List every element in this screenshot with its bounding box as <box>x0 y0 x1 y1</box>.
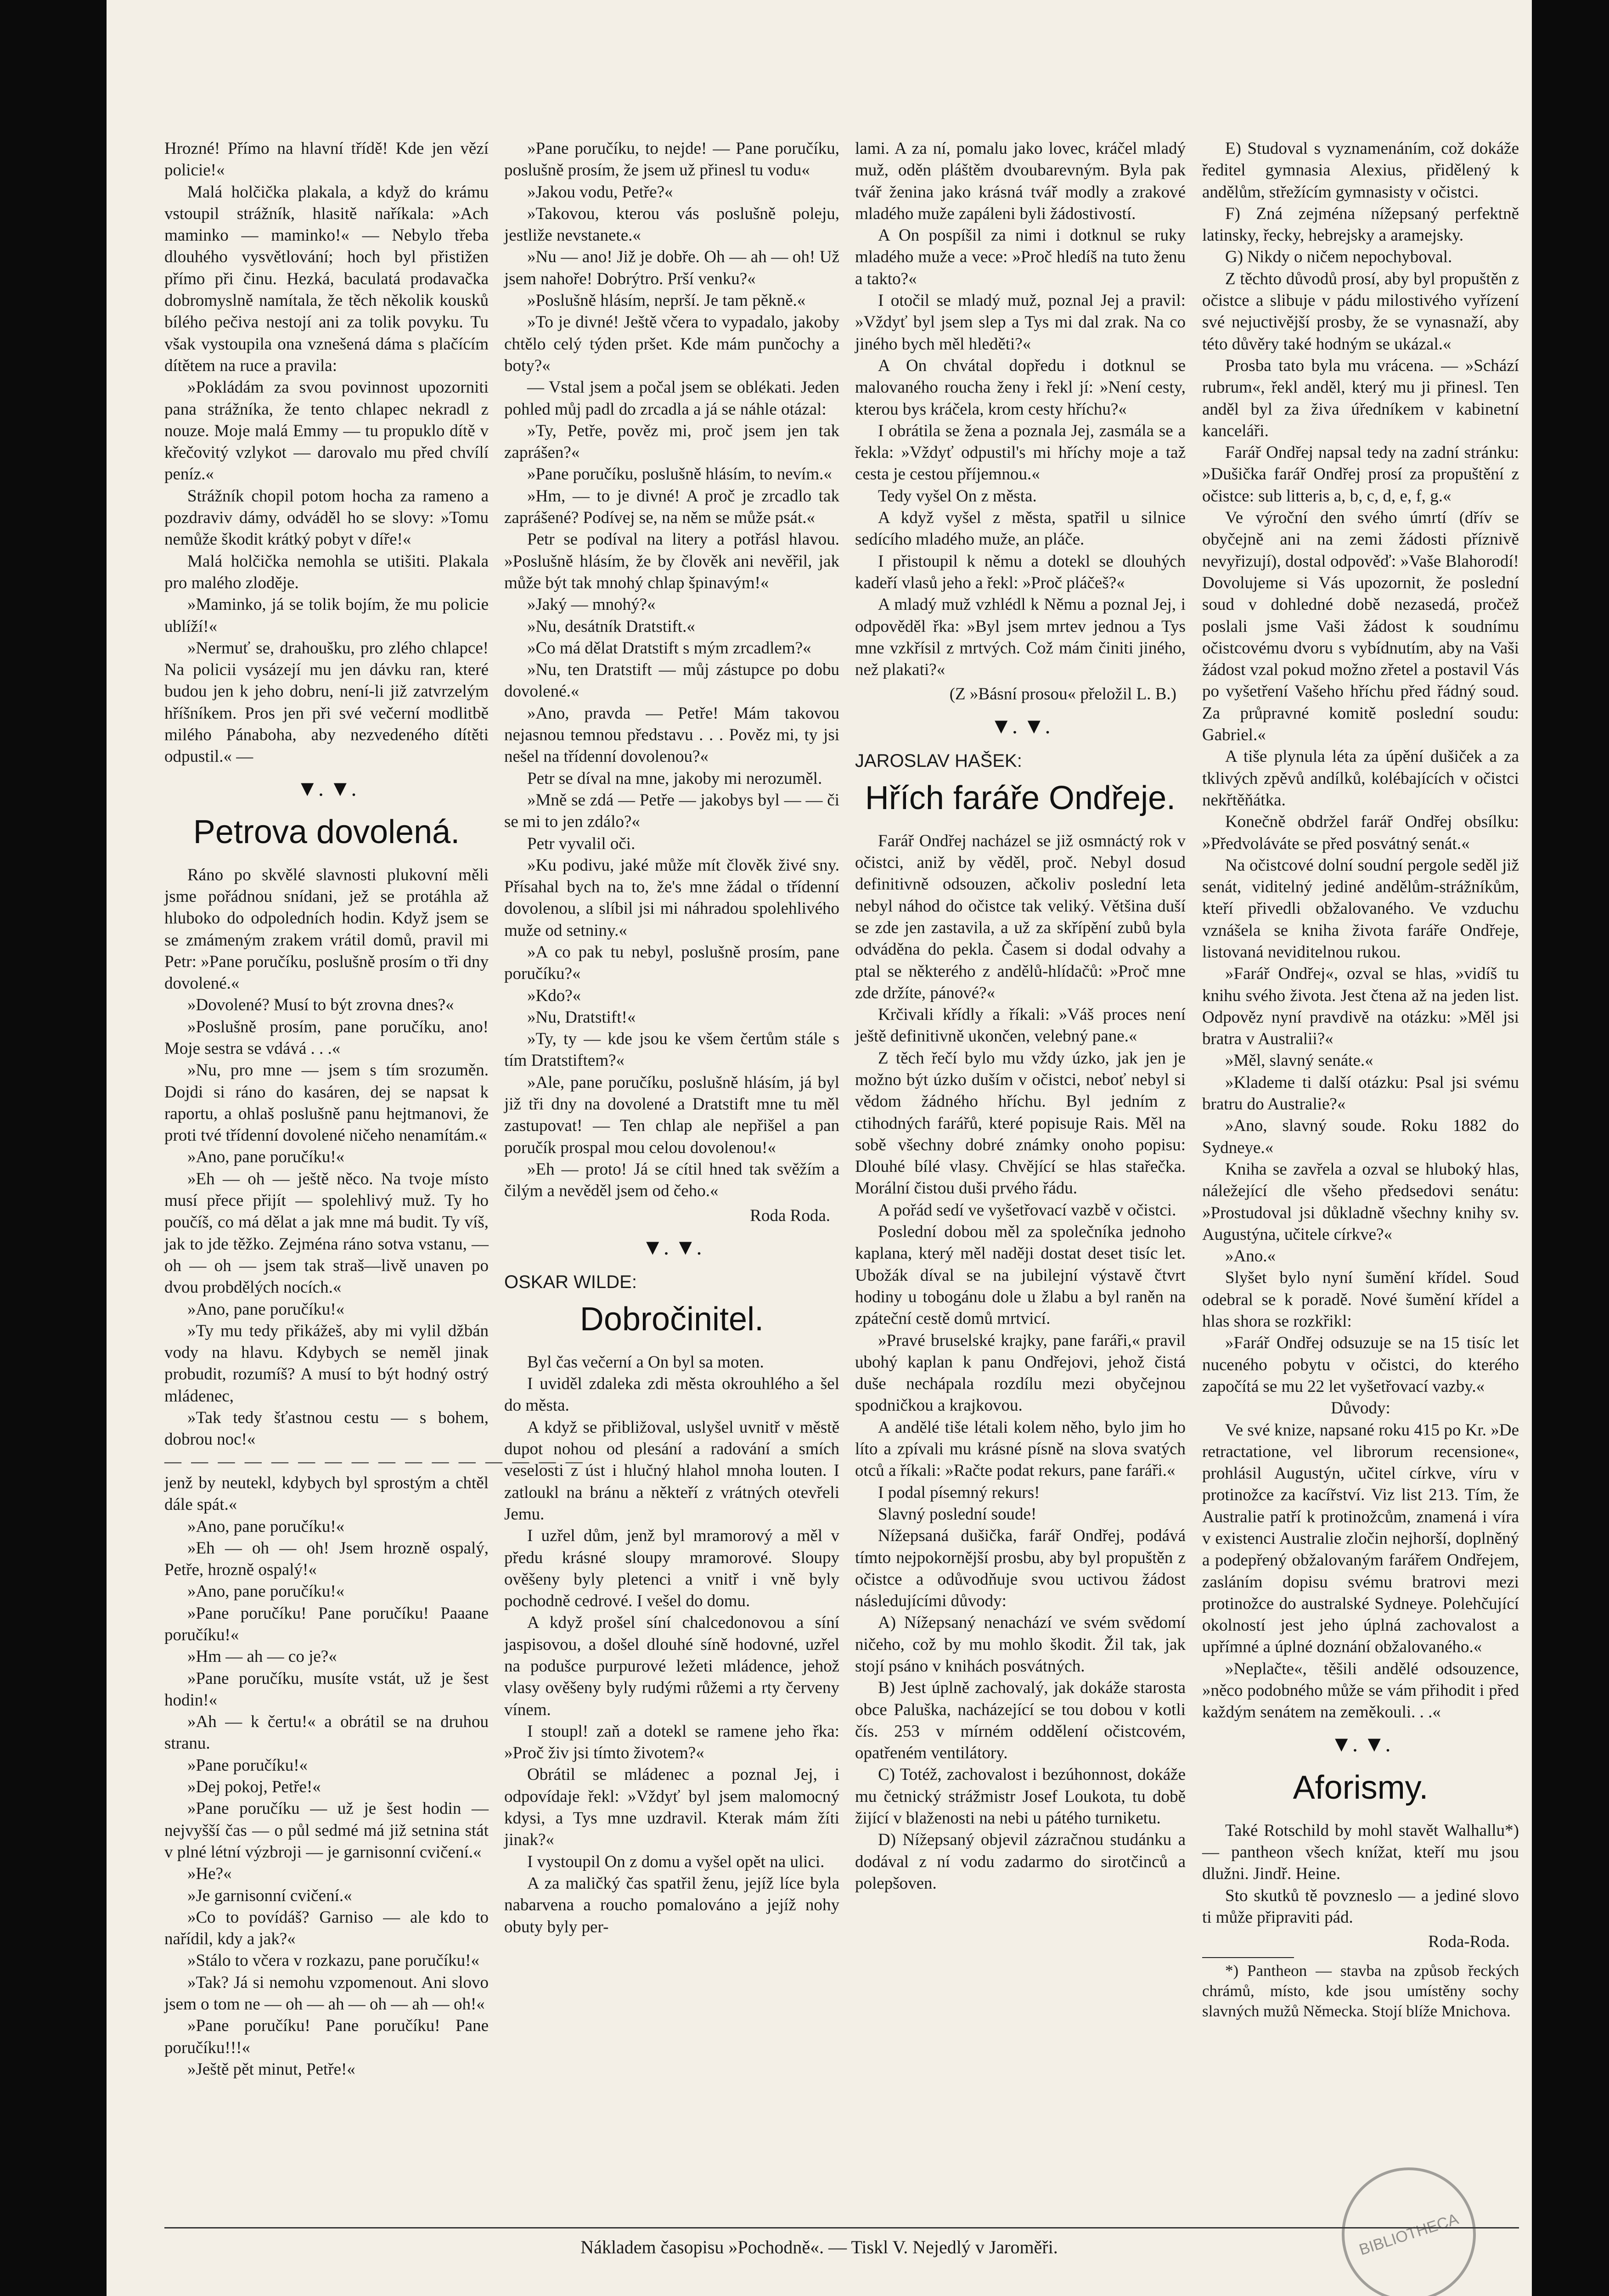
article-title-hrich-farare-ondreje: Hřích faráře Ondřeje. <box>865 779 1176 816</box>
paragraph: Poslední dobou měl za společníka jednoho kaplana, který měl naději dostat deset tisíc let. Ubožák díval se na jubilejní výstavě čtvrt hodiny u tobogánu dole u žlabu a byl raněn na zpáteční cestě domů mrtvicí. <box>855 1222 1186 1328</box>
paragraph: »Nu, Dratstift!« <box>527 1007 636 1027</box>
paragraph: »Pane poručíku — už je šest hodin — nejvyšší čas — o půl sedmé má již setnina stát v plné létní výzbroji — je garnisonní cvičení.« <box>164 1799 489 1862</box>
paragraph: Konečně obdržel farář Ondřej obsílku: »Předvoláváte se před posvátný senát.« <box>1202 812 1519 853</box>
paragraph: »Ty, ty — kde jsou ke všem čertům stále s tím Dratstiftem?« <box>504 1030 839 1070</box>
paragraph: A On pospíšil za nimi i dotknul se ruky mladého muže a vece: »Proč hledíš na tuto ženu a takto?« <box>855 226 1186 288</box>
paragraph: I stoupl! zaň a dotekl se ramene jeho řka: »Proč živ jsi tímto životem?« <box>504 1722 839 1763</box>
paragraph: E) Studoval s vyznamenáním, což dokáže ředitel gymnasia Alexius, přidělený k andělům, střežícím gymnasisty v očistci. <box>1202 139 1519 202</box>
column-4 <box>1202 138 1519 2021</box>
author-signature: Roda Roda. <box>750 1206 830 1225</box>
paragraph: A tiše plynula léta za úpění dušiček a za tklivých zpěvů andílků, kolébajících v očistci nekřtěňátka. <box>1202 747 1519 810</box>
paragraph: »Dovolené? Musí to být zrovna dnes?« <box>187 996 454 1015</box>
paragraph: I obrátila se žena a poznala Jej, zasmála se a řekla: »Vždyť odpustil's mi hříchy moje a taž cesta je cestou příjemnou.« <box>855 421 1186 484</box>
paragraph: Strážník chopil potom hocha za rameno a pozdraviv dámy, odváděl ho se slovy: »Tomu nemůže škodit krátký pobyt v díře!« <box>164 486 489 549</box>
paragraph: Krčivali křídly a říkali: »Váš proces není ještě definitivně ukončen, velebný pane.« <box>855 1005 1186 1046</box>
paragraph: Ve výroční den svého úmrtí (dřív se obyčejně ani na zemi žádosti příznivě nevyřizují), dostal odpověď: »Vaše Blahorodí! Dovolujeme si Vás upozornit, že poslední soud v dohledné době nezasedá, pročež poslali jsme Vaši žádost k soudnímu očistcovému dvoru s vybídnutím, aby na Vaši žádost vzal pokud možno zřetel a postavil Vás po vyšetření Vašeho hříchu před řádný soud. Za průpravné komitě poslední soudu: Gabriel.« <box>1202 508 1519 745</box>
paragraph: »Ano, slavný soude. Roku 1882 do Sydneye.« <box>1202 1116 1519 1157</box>
paragraph: »Co to povídáš? Garniso — ale kdo to nařídil, kdy a jak?« <box>164 1908 489 1949</box>
paragraph: »Ještě pět minut, Petře!« <box>187 2060 355 2079</box>
paragraph: »Dej pokoj, Petře!« <box>187 1778 321 1797</box>
paragraph: »Ty, Petře, pověz mi, proč jsem jen tak zaprášen?« <box>504 421 839 462</box>
paragraph: Prosba tato byla mu vrácena. — »Schází rubrum«, řekl anděl, který mu ji přinesl. Ten anděl byl za živa úředníkem v kabinetní kanceláři. <box>1202 356 1519 440</box>
section-ornament: ▼. ▼. <box>990 714 1051 738</box>
paragraph: C) Totéž, zachovalost i bezúhonnost, dokáže mu četnický strážmistr Josef Loukota, tu době žijící v blaženosti na nebi u pátého turniketu. <box>855 1765 1186 1828</box>
paragraph: »Tak tedy šťastnou cestu — s bohem, dobrou noc!« <box>164 1408 489 1449</box>
paragraph: »Ku podivu, jaké může mít člověk živé sny. Přísahal bych na to, že's mne žádal o třídenní dovolenou, a slíbil jsi mi náhradou spolehlivého muže od setniny.« <box>504 855 839 940</box>
newspaper-page <box>107 0 1532 2296</box>
paragraph: D) Nížepsaný objevil zázračnou studánku a dodával z ní vodu zadarmo do sirotčinců a polepšoven. <box>855 1830 1186 1893</box>
footer-rule <box>164 2227 1519 2228</box>
paragraph: »Pravé bruselské krajky, pane faráři,« pravil ubohý kaplan k panu Ondřejovi, jehož čistá duše nechápala rozdílu mezi obyčejnou spodničkou a krajkovou. <box>855 1331 1186 1415</box>
column-3 <box>855 138 1186 1894</box>
paragraph: »Eh — oh — oh! Jsem hrozně ospalý, Petře, hrozně ospalý!« <box>164 1538 489 1580</box>
paragraph: »Poslušně prosím, pane poručíku, ano! Moje sestra se vdává . . .« <box>164 1017 489 1058</box>
paragraph: Obrátil se mládenec a poznal Jej, i odpovídaje řekl: »Vždyť byl jsem malomocný kdysi, a Tys mne uzdravil. Kterak mám žíti jinak?« <box>504 1765 839 1850</box>
paragraph: »Jakou vodu, Petře?« <box>527 182 673 202</box>
paragraph: »Klademe ti další otázku: Psal jsi svému bratru do Australie?« <box>1202 1073 1519 1114</box>
paragraph: Farář Ondřej napsal tedy na zadní stránku: »Dušička farář Ondřej prosí za propuštění z očistce: sub litteris a, b, c, d, e, f, g.« <box>1202 443 1519 506</box>
paragraph: »Hm — ah — co je?« <box>187 1647 337 1666</box>
paragraph: »Pane poručíku! Pane poručíku! Paaane poručíku!« <box>164 1604 489 1644</box>
paragraph: »Pane poručíku, to nejde! — Pane poručíku, poslušně prosím, že jsem už přinesl tu vodu« <box>504 139 839 180</box>
article-author: OSKAR WILDE: <box>504 1272 637 1292</box>
column-2 <box>504 138 839 1938</box>
paragraph: »Nermuť se, drahoušku, pro zlého chlapce! Na policii vysázejí mu jen dávku ran, které budou jen k jeho dobru, není-li již zatvrzelým hříšníkem. Pros jen při své večerní modlitbě milého Pánaboha, aby nezvedeného dítěti odpustil.« — <box>164 638 489 766</box>
paragraph: Byl čas večerní a On byl sa moten. <box>527 1352 764 1372</box>
paragraph: Farář Ondřej nacházel se již osmnáctý rok v očistci, aniž by věděl, proč. Nebyl dosud definitivně odsouzen, ačkoliv poslední leta nebyl náhod do očistce tak veliký. Většina duší se zde jen zastavila, a už za skřípění zubů byla odváděna do pekla. Časem si dodal odvahy a ptal se některého z andělů-hlídačů: »Proč mne zde držíte, pánové?« <box>855 831 1186 1002</box>
paragraph: Slavný poslední soude! <box>878 1504 1037 1524</box>
paragraph: »Ano, pane poručíku!« <box>187 1582 345 1601</box>
paragraph: Petr se díval na mne, jakoby mi nerozuměl. <box>527 769 822 788</box>
imprint-footer: Nákladem časopisu »Pochodně«. — Tiskl V. Nejedlý v Jaroměři. <box>580 2237 1058 2257</box>
paragraph: »Měl, slavný senáte.« <box>1225 1051 1373 1070</box>
paragraph: I otočil se mladý muž, poznal Jej a pravil: »Vždyť byl jsem slep a Tys mi dal zrak. Na co jiného bych měl hleděti?« <box>855 291 1186 354</box>
paragraph: »Tak? Já si nemohu vzpomenout. Ani slovo jsem o tom ne — oh — ah — oh — ah — oh!« <box>164 1973 489 2014</box>
paragraph: Kniha se zavřela a ozval se hluboký hlas, náležející dle všeho předsedovi senátu: »Prostudoval jsi důkladně všechny knihy sv. Augustýna, učitele církve?« <box>1202 1159 1519 1244</box>
section-ornament: ▼. ▼. <box>641 1235 702 1260</box>
paragraph: A když vyšel z města, spatřil u silnice sedícího mladého muže, an pláče. <box>855 508 1186 549</box>
footnote: *) Pantheon — stavba na způsob řeckých chrámů, místo, kde jsou umístěny sochy slavných mužů Německa. Stojí blíže Mnichova. <box>1202 1962 1519 2020</box>
article-author: JAROSLAV HAŠEK: <box>855 750 1022 771</box>
paragraph: G) Nikdy o ničem nepochyboval. <box>1225 248 1452 267</box>
paragraph: »Pane poručíku!« <box>187 1756 308 1775</box>
paragraph: I přistoupil k němu a dotekl se dlouhých kadeří vlasů jeho a řekl: »Proč pláčeš?« <box>855 551 1186 592</box>
paragraph: »Pane poručíku! Pane poručíku! Pane poručíku!!!« <box>164 2016 489 2057</box>
paragraph: »Ty mu tedy přikážeš, aby mi vylil džbán vody na hlavu. Kdybych se neměl jinak probudit, rozumíš? A musí to být hodný ostrý mládenec, <box>164 1321 489 1406</box>
paragraph: »Farář Ondřej«, ozval se hlas, »vidíš tu knihu svého života. Jest čtena až na jeden list. Odpověz nyní pravdivě na otázku: »Měl jsi bratra v Australii?« <box>1202 964 1519 1049</box>
paragraph: I vystoupil On z domu a vyšel opět na ulici. <box>527 1852 825 1871</box>
paragraph: A za maličký čas spatřil ženu, jejíž líce byla nabarvena a roucho pomalováno a jejíž nohy obuty byly per- <box>504 1874 839 1936</box>
paragraph: jenž by neutekl, kdybych byl sprostým a chtěl dále spát.« <box>164 1473 489 1514</box>
dashed-separator: — — — — — — — — — — — — — — — — <box>164 1452 585 1471</box>
paragraph: »Hm, — to je divné! A proč je zrcadlo tak zaprášené? Podívej se, na něm se může psát.« <box>504 486 839 528</box>
paragraph: »Nu, desátník Dratstift.« <box>527 617 695 636</box>
paragraph: Na očistcové dolní soudní pergole seděl již senát, viditelný jediné andělům-strážníkům, kteří přivedli obžalovaného. Ve vzduchu vznášela se kniha života faráře Ondřeje, listovaná neviditelnou rukou. <box>1202 855 1519 962</box>
paragraph: »Jaký — mnohý?« <box>527 595 656 614</box>
paragraph: F) Zná zejména nížepsaný perfektně latinsky, řecky, hebrejsky a aramejsky. <box>1202 204 1519 245</box>
paragraph: »Nu — ano! Již je dobře. Oh — ah — oh! Už jsem nahoře! Dobrýtro. Prší venku?« <box>504 248 839 288</box>
paragraph: »To je divné! Ještě včera to vypadalo, jakoby chtělo celý týden pršet. Kde mám punčochy a boty?« <box>504 313 839 375</box>
paragraph: »Stálo to včera v rozkazu, pane poručíku!« <box>187 1951 479 1970</box>
paragraph: Z těch řečí bylo mu vždy úzko, jak jen je možno být úzko duším v očistci, neboť nebyl si vědom žádného hříchu. Byl jedním z ctihodných farářů, které popisuje Rais. Měl na sobě všechny dobré známky onoho popisu: Dlouhé bílé vlasy. Chvějící se hlas stařečka. Morální čistou duši prvého řádu. <box>855 1048 1186 1198</box>
paragraph: Ve své knize, napsané roku 415 po Kr. »De retractatione, vel librorum recensione«, prohlásil Augustýn, učitel církve, víru v protinožce za kacířství. Viz list 213. Tím, že Australie patří k protinožcům, znamená i víra v existenci Australie zločin nejhorší, doplněný a podepřený obžalovaným farářem Ondřejem, zasláním dopisu svému bratrovi mezi protinožce do australské Sydneye. Polehčující okolností jest jeho úplná zachovalost a upřímné a úplné doznání obžalovaného.« <box>1202 1420 1519 1657</box>
paragraph: »He?« <box>187 1864 232 1884</box>
paragraph: Ráno po skvělé slavnosti plukovní měli jsme pořádnou snídani, jež se protáhla až hluboko do odpoledních hodin. Když jsem se se zmámeným zrakem vrátil domů, pravil mi Petr: »Pane poručíku, poslušně prosím o tři dny dovolené.« <box>164 865 489 993</box>
author-signature: Roda-Roda. <box>1428 1932 1510 1952</box>
paragraph: A když prošel síní chalcedonovou a síní jaspisovou, a došel dlouhé síně hodovné, uzřel na podušce purpurové ležeti mládence, jehož vlasy ověšeny byly rudými růžemi a rty červeny vínem. <box>504 1613 839 1719</box>
paragraph: »Co má dělat Dratstift s mým zrcadlem?« <box>527 638 811 658</box>
paragraph: B) Jest úplně zachovalý, jak dokáže starosta obce Paluška, nacházející se tou dobou v kotli čís. 253 v mírném oddělení očistcovém, opatřeném ventilátory. <box>855 1678 1186 1763</box>
paragraph: — Vstal jsem a počal jsem se oblékati. Jeden pohled můj padl do zrcadla a já se náhle otázal: <box>504 378 839 419</box>
paragraph: »Pane poručíku, poslušně hlásím, to nevím.« <box>527 465 832 484</box>
paragraph: lami. A za ní, pomalu jako lovec, kráčel mladý muž, oděn pláštěm dvoubarevným. Byla pak tvář ženina jako krásná tvář modly a zrakové mladého muže zapáleni byli žádostivostí. <box>855 139 1186 223</box>
paragraph: »Poslušně hlásím, neprší. Je tam pěkně.« <box>527 291 806 310</box>
paragraph: »A co pak tu nebyl, poslušně prosím, pane poručíku?« <box>504 942 839 984</box>
paragraph: »Ano.« <box>1225 1247 1276 1266</box>
paragraph: »Eh — proto! Já se cítil hned tak svěžím a čilým a nevěděl jsem od čeho.« <box>504 1159 839 1201</box>
paragraph: »Ano, pane poručíku!« <box>187 1148 345 1167</box>
paragraph: I uzřel dům, jenž byl mramorový a měl v předu krásné sloupy mramorové. Sloupy ověšeny byly pletenci a vnitř i vně byly pochodně cedrové. I vešel do domu. <box>504 1526 839 1611</box>
paragraph: »Pane poručíku, musíte vstát, už je šest hodin!« <box>164 1669 489 1710</box>
paragraph: »Pokládám za svou povinnost upozorniti pana strážníka, že tento chlapec nekradl z nouze. Moje malá Emmy — tu propuklo dítě v křečovitý vzlykot — darovalo mu před chvílí peníz.« <box>164 378 489 484</box>
paragraph: Malá holčička plakala, a když do krámu vstoupil strážník, hlasitě naříkala: »Ach maminko — maminko!« — Nebylo třeba dlouhého vysvětlování; hoch byl přistižen přímo při činu. Hezká, baculatá prodavačka dobromyslně namítala, že těch několik kousků bílého pečiva nestojí ani za tolik povyku. Tu však vystoupila ona vznešená dáma s plačícím dítětem na ruce a pravila: <box>164 182 489 375</box>
section-ornament: ▼. ▼. <box>1330 1732 1391 1756</box>
paragraph: »Ale, pane poručíku, poslušně hlásím, já byl již tři dny na dovolené a Dratstift mne tu měl zastupovat! — Ten chlap ale nepřišel a pan poručík prospal mou celou dovolenou!« <box>504 1073 839 1157</box>
paragraph: »Neplačte«, těšili andělé odsouzence, »něco podobného může se vám přihodit i před každým senátem na zeměkouli. . .« <box>1202 1659 1519 1722</box>
paragraph: »Takovou, kterou vás poslušně poleju, jestliže nevstanete.« <box>504 204 839 245</box>
paragraph: »Nu, pro mne — jsem s tím srozuměn. Dojdi si ráno do kasáren, dej se napsat k raportu, a ohlaš poslušně panu hejtmanovi, že proti tvé třídenní dovolené ničeho nenamítám.« <box>164 1061 489 1145</box>
paragraph: »Kdo?« <box>527 986 581 1005</box>
paragraph: A pořád sedí ve vyšetřovací vazbě v očistci. <box>878 1200 1176 1220</box>
article-title-dobrocinitel: Dobročinitel. <box>579 1300 764 1338</box>
subheading-duvody: Důvody: <box>1331 1399 1390 1418</box>
paragraph: »Mně se zdá — Petře — jakobys byl — — či se mi to jen zdálo?« <box>504 790 839 832</box>
article-title-aforismy: Aforismy. <box>1293 1769 1429 1806</box>
paragraph: I uviděl zdaleka zdi města okrouhlého a šel do města. <box>504 1374 839 1415</box>
paragraph: Petr vyvalil oči. <box>527 834 636 853</box>
paragraph: Z těchto důvodů prosí, aby byl propuštěn z očistce a slibuje v pádu milostivého vyřízení své nejuctivější prosby, že se vynasnaží, aby této důvěry také hodným se ukázal.« <box>1202 269 1519 354</box>
paragraph: »Ano, pane poručíku!« <box>187 1300 345 1319</box>
stamp-text: BIBLIOTHECA <box>1357 2210 1461 2259</box>
paragraph: »Eh — oh — ještě něco. Na tvoje místo musí přece přijít — spolehlivý muž. Ty ho poučíš, co má dělat a jak mne má budit. Ty víš, jak to jde těžko. Zejména ráno sotva vstanu, — oh — oh — jsem tak straš—livě unaven po dvou probdělých nocích.« <box>164 1169 489 1297</box>
paragraph: Petr se podíval na litery a potřásl hlavou. »Poslušně hlásím, že by člověk ani nevěřil, jak může být tak mnohý chlap špinavým!« <box>504 530 839 592</box>
paragraph: »Ah — k čertu!« a obrátil se na druhou stranu. <box>164 1712 489 1753</box>
paragraph: Také Rotschild by mohl stavět Walhallu*) — pantheon všech knížat, kteří mu jsou dlužni. Jindř. Heine. <box>1202 1821 1519 1884</box>
paragraph: »Je garnisonní cvičení.« <box>187 1886 352 1905</box>
paragraph: Hrozné! Přímo na hlavní třídě! Kde jen vězí policie!« <box>164 139 489 180</box>
paragraph: Nížepsaná dušička, farář Ondřej, podává tímto nejpokornější prosbu, aby byl propuštěn z očistce a odůvodňuje svou uctivou žádost následujícími důvody: <box>855 1526 1186 1611</box>
section-ornament: ▼. ▼. <box>296 776 357 801</box>
paragraph: A mladý muž vzhlédl k Němu a poznal Jej, i odpověděl řka: »Byl jsem mrtev jednou a Tys mne vzkřísil z mrtvých. Což mám činiti jiného, než plakati?« <box>855 595 1186 680</box>
paragraph: A On chvátal dopředu i dotknul se malovaného roucha ženy i řekl jí: »Není cesty, kterou bys kráčela, krom cesty hříchu?« <box>855 356 1186 419</box>
paragraph: »Ano, pravda — Petře! Mám takovou nejasnou temnou představu . . . Pověz mi, ty jsi nešel na třídenní dovolenou?« <box>504 703 839 766</box>
translation-source: (Z »Básní prosou« přeložil L. B.) <box>949 685 1176 704</box>
paragraph: »Ano, pane poručíku!« <box>187 1517 345 1536</box>
paragraph: »Maminko, já se tolik bojím, že mu policie ublíží!« <box>164 595 489 636</box>
article-title-petrova-dovolena: Petrova dovolená. <box>193 813 460 850</box>
paragraph: Tedy vyšel On z města. <box>878 486 1037 506</box>
paragraph: »Farář Ondřej odsuzuje se na 15 tisíc let nuceného pobytu v očistci, do kterého započítá se mu 22 let vyšetřovací vazby.« <box>1202 1334 1519 1396</box>
footnote-rule <box>1202 1957 1294 1958</box>
paragraph: Malá holčička nemohla se utišiti. Plakala pro malého zloděje. <box>164 551 489 592</box>
paragraph: »Nu, ten Dratstift — můj zástupce po dobu dovolené.« <box>504 660 839 701</box>
paragraph: I podal písemný rekurs! <box>878 1483 1040 1502</box>
paragraph: A když se přibližoval, uslyšel uvnitř v městě dupot nohou od plesání a radování a smích veselosti z úst i hlučný hlahol mnoha louten. I zatloukl na bránu a někteří z vrátných otevřeli Jemu. <box>504 1418 839 1524</box>
paragraph: Sto skutků tě povzneslo — a jediné slovo ti může připraviti pád. <box>1202 1886 1519 1927</box>
library-stamp <box>1324 2150 1493 2296</box>
paragraph: Slyšet bylo nyní šumění křídel. Soud odebral se k poradě. Nové šumění křídel a hlas shora se rozkřikl: <box>1202 1268 1519 1331</box>
paragraph: A andělé tiše létali kolem něho, bylo jim ho líto a zpívali mu krásné písně na slova svatých otců a říkali: »Račte podat rekurs, pane faráři.« <box>855 1418 1186 1480</box>
paragraph: A) Nížepsaný nenachází ve svém svědomí ničeho, což by mu mohlo škodit. Žil tak, jak stojí psáno v knihách posvátných. <box>855 1613 1186 1676</box>
